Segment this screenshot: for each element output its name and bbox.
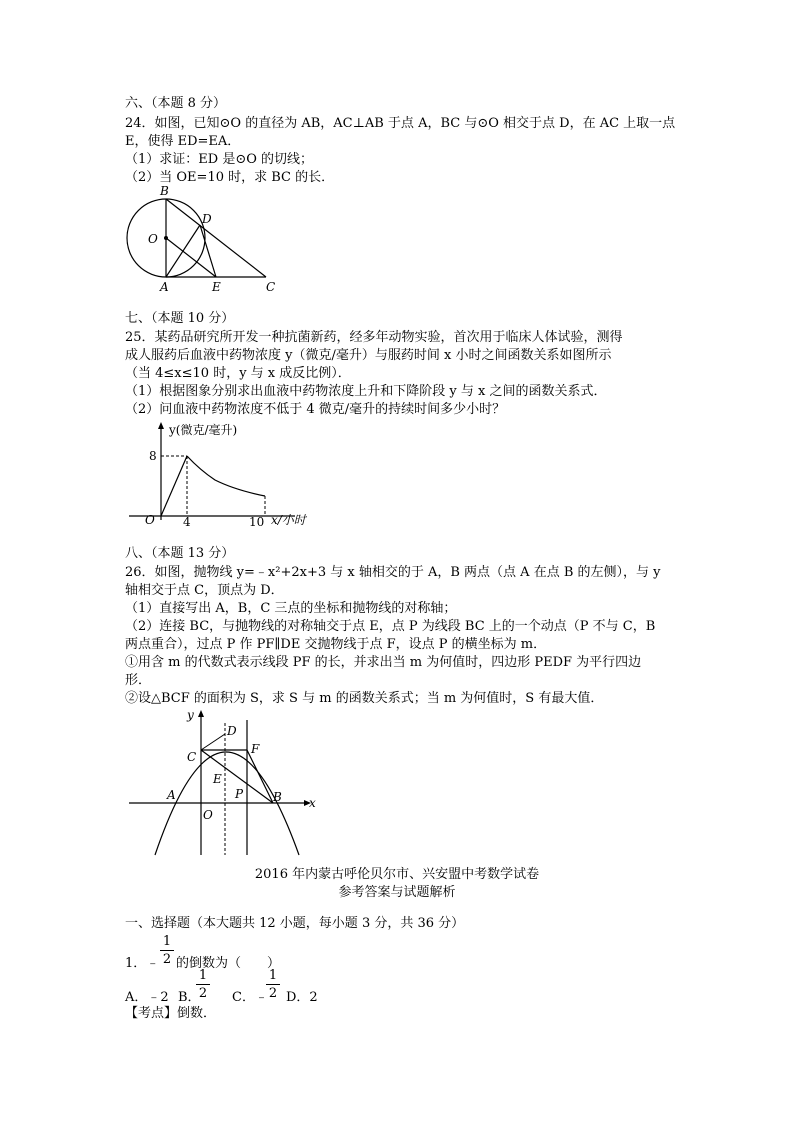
label-o: O <box>203 808 213 822</box>
section7-heading: 七、（本题 10 分） <box>125 311 235 326</box>
q1-option-b: B． <box>178 990 201 1005</box>
frac-num: 1 <box>162 934 172 949</box>
line-bc <box>166 199 266 277</box>
label-y: y <box>187 708 194 722</box>
label-b: B <box>160 184 169 198</box>
center-dot <box>164 236 168 240</box>
label-a: A <box>167 788 176 802</box>
q25-line2: 成人服药后血液中药物浓度 y（微克/毫升）与服药时间 x 小时之间函数关系如图所示 <box>125 348 612 363</box>
label-b: B <box>273 790 282 804</box>
q26-part2-line2: 两点重合），过点 P 作 PF∥DE 交抛物线于点 F，设点 P 的横坐标为 m． <box>125 637 547 652</box>
q1-stem-fraction <box>160 934 174 967</box>
option-c-fraction <box>266 968 280 1001</box>
label-c: C <box>187 750 197 764</box>
q1-option-d: D．2 <box>286 990 318 1005</box>
label-d: D <box>202 212 212 226</box>
q1-topic: 【考点】倒数． <box>125 1006 217 1021</box>
frac-den: 2 <box>268 986 278 1001</box>
q25-concentration-chart <box>125 420 315 530</box>
label-f: F <box>251 742 260 756</box>
y-axis-label: y(微克/毫升) <box>169 423 238 437</box>
answers-subtitle: 参考答案与试题解析 <box>338 885 456 900</box>
q24-part2: （2）当 OE=10 时，求 BC 的长． <box>125 170 335 185</box>
line-oe <box>166 238 216 277</box>
option-b-fraction <box>196 968 210 1001</box>
section6-heading: 六、（本题 8 分） <box>125 96 227 111</box>
q26-parabola-figure <box>125 705 325 860</box>
segment-fb <box>247 750 273 803</box>
label-o: O <box>148 232 158 246</box>
q25-part2: （2）问血液中药物浓度不低于 4 微克/毫升的持续时间多少小时？ <box>125 402 506 417</box>
y-axis-arrow <box>198 710 204 717</box>
q26-sub1-line1: ①用含 m 的代数式表示线段 PF 的长，并求出当 m 为何值时，四边形 PEDF 为平行四边 <box>125 655 642 670</box>
q26-line2: 轴相交于点 C，顶点为 D． <box>125 583 284 598</box>
label-e: E <box>212 280 221 294</box>
frac-num: 1 <box>198 968 208 983</box>
q1-option-c: C．﹣ <box>232 990 268 1005</box>
q25-line3: （当 4≤x≤10 时，y 与 x 成反比例）． <box>125 366 351 381</box>
q24-circle-figure <box>120 185 280 297</box>
frac-num: 1 <box>268 968 278 983</box>
q25-part1: （1）根据图象分别求出血液中药物浓度上升和下降阶段 y 与 x 之间的函数关系式． <box>125 384 607 399</box>
label-c: C <box>266 280 276 294</box>
label-e: E <box>213 772 222 786</box>
section8-heading: 八、（本题 13 分） <box>125 546 235 561</box>
q1-number: 1．﹣ <box>125 956 160 971</box>
rise-segment <box>161 456 187 516</box>
decay-curve <box>187 456 265 496</box>
y-tick-8: 8 <box>149 449 157 463</box>
segment-ce <box>201 734 225 750</box>
frac-den: 2 <box>162 952 172 967</box>
answers-title: 2016 年内蒙古呼伦贝尔市、兴安盟中考数学试卷 <box>254 867 540 882</box>
q26-line1: 26．如图，抛物线 y=﹣x²+2x+3 与 x 轴相交的于 A，B 两点（点 A 在点 B 的左侧），与 y <box>125 565 661 580</box>
x-tick-4: 4 <box>183 515 191 529</box>
label-x: x <box>309 796 316 810</box>
x-tick-10: 10 <box>249 515 265 529</box>
q1-option-a: A．﹣2 <box>125 990 169 1005</box>
label-p: P <box>235 787 244 801</box>
origin-label: O <box>145 513 155 527</box>
x-axis-label: x/小时 <box>271 513 306 527</box>
q26-part2-line1: （2）连接 BC，与抛物线的对称轴交于点 E，点 P 为线段 BC 上的一个动点（P 不与 C，B <box>125 619 656 634</box>
q26-sub2: ②设△BCF 的面积为 S，求 S 与 m 的函数关系式；当 m 为何值时，S 有最大值． <box>125 691 604 706</box>
q24-part1: （1）求证：ED 是⊙O 的切线； <box>125 152 313 167</box>
frac-den: 2 <box>198 986 208 1001</box>
y-axis-arrow <box>158 422 164 429</box>
label-d: D <box>227 724 237 738</box>
label-a: A <box>160 280 169 294</box>
q1-stem: 的倒数为（ ） <box>176 956 281 971</box>
q26-sub1-line2: 形． <box>125 673 152 688</box>
q24-line2: E，使得 ED=EA． <box>125 134 241 149</box>
answers-section1: 一、选择题（本大题共 12 小题，每小题 3 分，共 36 分） <box>125 916 465 931</box>
q24-line1: 24．如图，已知⊙O 的直径为 AB，AC⊥AB 于点 A，BC 与⊙O 相交于点 D，在 AC 上取一点 <box>125 116 676 131</box>
q25-line1: 25．某药品研究所开发一种抗菌新药，经多年动物实验，首次用于临床人体试验，测得 <box>125 330 623 345</box>
q26-part1: （1）直接写出 A，B，C 三点的坐标和抛物线的对称轴； <box>125 601 457 616</box>
